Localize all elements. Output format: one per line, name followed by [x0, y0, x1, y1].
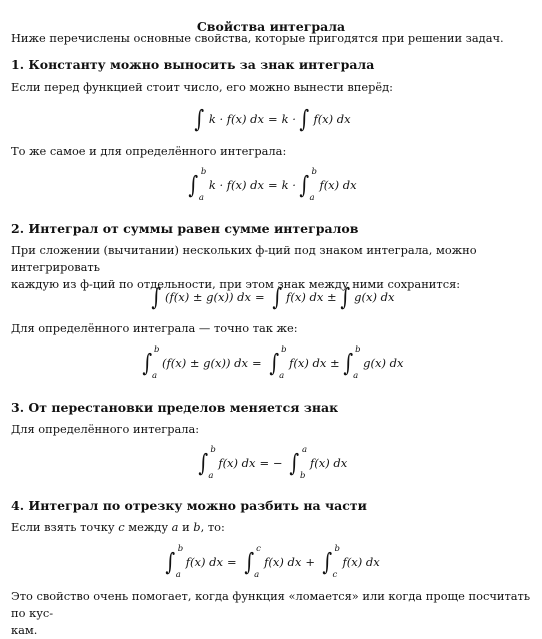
- lower-limit: a: [309, 193, 315, 203]
- section-4-text: [11, 519, 542, 536]
- formula-2: [0, 166, 542, 204]
- formula-1-right: f(x) dx: [313, 112, 351, 126]
- outro-line-1: Это свойство очень помогает, когда функция «ломается» или когда проще посчитать по кус-: [11, 589, 531, 620]
- integral-sign: ∫: [340, 283, 350, 311]
- section-4-text-block: [11, 519, 542, 536]
- section-1-text: Если перед функцией стоит число, его можно вынести вперёд:: [11, 80, 394, 94]
- formula-2-right: f(x) dx: [319, 178, 357, 192]
- formula-1-k: k ·: [281, 112, 296, 126]
- lower-limit: a: [152, 371, 158, 381]
- upper-limit: b: [281, 345, 287, 355]
- formula-1: [0, 104, 542, 134]
- lower-limit: a: [198, 193, 204, 203]
- formula-6-left: f(x) dx: [185, 555, 223, 569]
- integral-sign: ∫: [244, 548, 254, 576]
- lower-limit: a: [175, 570, 181, 580]
- integral-limits: [353, 345, 362, 381]
- formula-1-eq: =: [268, 112, 278, 126]
- upper-limit: a: [301, 445, 308, 455]
- upper-limit: b: [311, 167, 317, 177]
- formula-6-mid: f(x) dx: [264, 555, 302, 569]
- lower-limit: b: [299, 471, 306, 481]
- integral-sign: ∫: [272, 283, 282, 311]
- formula-3-left: (f(x) ± g(x)) dx: [165, 290, 251, 304]
- integral-sign: ∫: [343, 349, 353, 377]
- formula-5-eq: = −: [259, 456, 283, 470]
- formula-3-right: g(x) dx: [354, 290, 395, 304]
- formula-1-left: k · f(x) dx: [208, 112, 264, 126]
- integral-sign: ∫: [141, 349, 152, 377]
- upper-limit: c: [256, 544, 261, 554]
- formula-6-plus: +: [305, 555, 315, 569]
- formula-2-eq: =: [268, 178, 278, 192]
- section-3-heading: 3. От перестановки пределов меняется знак: [11, 400, 339, 415]
- integral-limits: [309, 167, 318, 203]
- integral-sign: ∫: [269, 349, 279, 377]
- lower-limit: a: [208, 471, 214, 481]
- upper-limit: b: [154, 345, 160, 355]
- formula-4-mid: f(x) dx ±: [289, 356, 340, 370]
- upper-limit: b: [177, 544, 184, 554]
- point-b: b: [193, 520, 201, 534]
- formula-6: [0, 543, 542, 581]
- text-part: между: [124, 520, 172, 534]
- intro-text: Ниже перечислены основные свойства, которые пригодятся при решении задач.: [11, 31, 504, 45]
- lower-limit: a: [279, 371, 285, 381]
- integral-sign: ∫: [289, 449, 300, 477]
- lower-limit: c: [332, 570, 338, 580]
- integral-sign: ∫: [198, 449, 208, 477]
- section-2-heading: 2. Интеграл от суммы равен сумме интегралов: [11, 221, 359, 236]
- formula-2-left: k · f(x) dx: [208, 178, 264, 192]
- text-part: и: [178, 520, 194, 534]
- lower-limit: a: [254, 570, 260, 580]
- formula-5: [0, 444, 542, 482]
- upper-limit: b: [210, 445, 216, 455]
- section-3-text: Для определённого интеграла:: [11, 422, 200, 436]
- section-1-text-block: [11, 79, 542, 96]
- integral-limits: [176, 544, 185, 580]
- integral-sign: ∫: [165, 548, 176, 576]
- formula-4: [0, 344, 542, 382]
- integral-limits: [152, 345, 161, 381]
- integral-limits: [254, 544, 263, 580]
- integral-limits: [208, 445, 217, 481]
- section-3-text-block: [11, 421, 542, 438]
- page-title: Свойства интеграла: [196, 19, 346, 34]
- section-1-text2-block: [11, 143, 542, 160]
- integral-limits: [199, 167, 208, 203]
- formula-2-k: k ·: [281, 178, 296, 192]
- formula-4-right: g(x) dx: [363, 356, 404, 370]
- section-2-heading-block: [11, 220, 542, 238]
- integral-sign: ∫: [188, 171, 199, 199]
- section-1-text2: То же самое и для определённого интеграла:: [11, 144, 287, 158]
- lower-limit: a: [353, 371, 359, 381]
- formula-4-eq: =: [251, 356, 262, 370]
- outro-block: [11, 588, 542, 639]
- formula-5-right: f(x) dx: [309, 456, 348, 470]
- intro-block: [11, 30, 542, 47]
- point-c: c: [118, 520, 125, 534]
- formula-6-right: f(x) dx: [342, 555, 380, 569]
- formula-5-left: f(x) dx: [218, 456, 256, 470]
- outro-line-2: кам.: [11, 623, 38, 637]
- integral-sign: ∫: [150, 283, 161, 311]
- formula-4-left: (f(x) ± g(x)) dx: [162, 356, 248, 370]
- section-2-text-line-1: При сложении (вычитании) нескольких ф-ций под знаком интеграла, можно интегрировать: [11, 243, 477, 274]
- upper-limit: b: [334, 544, 340, 554]
- section-1-heading: 1. Константу можно выносить за знак интеграла: [11, 57, 375, 72]
- integral-sign: ∫: [299, 171, 310, 199]
- integral-limits: [333, 544, 342, 580]
- upper-limit: b: [355, 345, 361, 355]
- integral-sign: ∫: [322, 548, 333, 576]
- text-part: Если взять точку: [11, 520, 119, 534]
- formula-3-eq: =: [254, 290, 265, 304]
- section-4-heading: 4. Интеграл по отрезку можно разбить на части: [11, 498, 367, 513]
- section-2-text2-block: [11, 320, 542, 337]
- point-a: a: [171, 520, 179, 534]
- section-2-text2: Для определённого интеграла — точно так же:: [11, 321, 298, 335]
- formula-3: [0, 282, 542, 312]
- formula-3-mid: f(x) dx ±: [286, 290, 337, 304]
- integral-limits: [279, 345, 288, 381]
- section-4-heading-block: [11, 497, 542, 515]
- text-part: , то:: [200, 520, 225, 534]
- section-1-heading-block: [11, 56, 542, 74]
- section-3-heading-block: [11, 399, 542, 417]
- integral-sign: ∫: [194, 105, 205, 133]
- section-2-text-line-2: каждую из ф-ций по отдельности, при этом знак между ними сохранится:: [11, 277, 461, 291]
- upper-limit: b: [200, 167, 207, 177]
- formula-6-eq: =: [226, 555, 237, 569]
- integral-limits: [300, 445, 309, 481]
- integral-sign: ∫: [299, 105, 310, 133]
